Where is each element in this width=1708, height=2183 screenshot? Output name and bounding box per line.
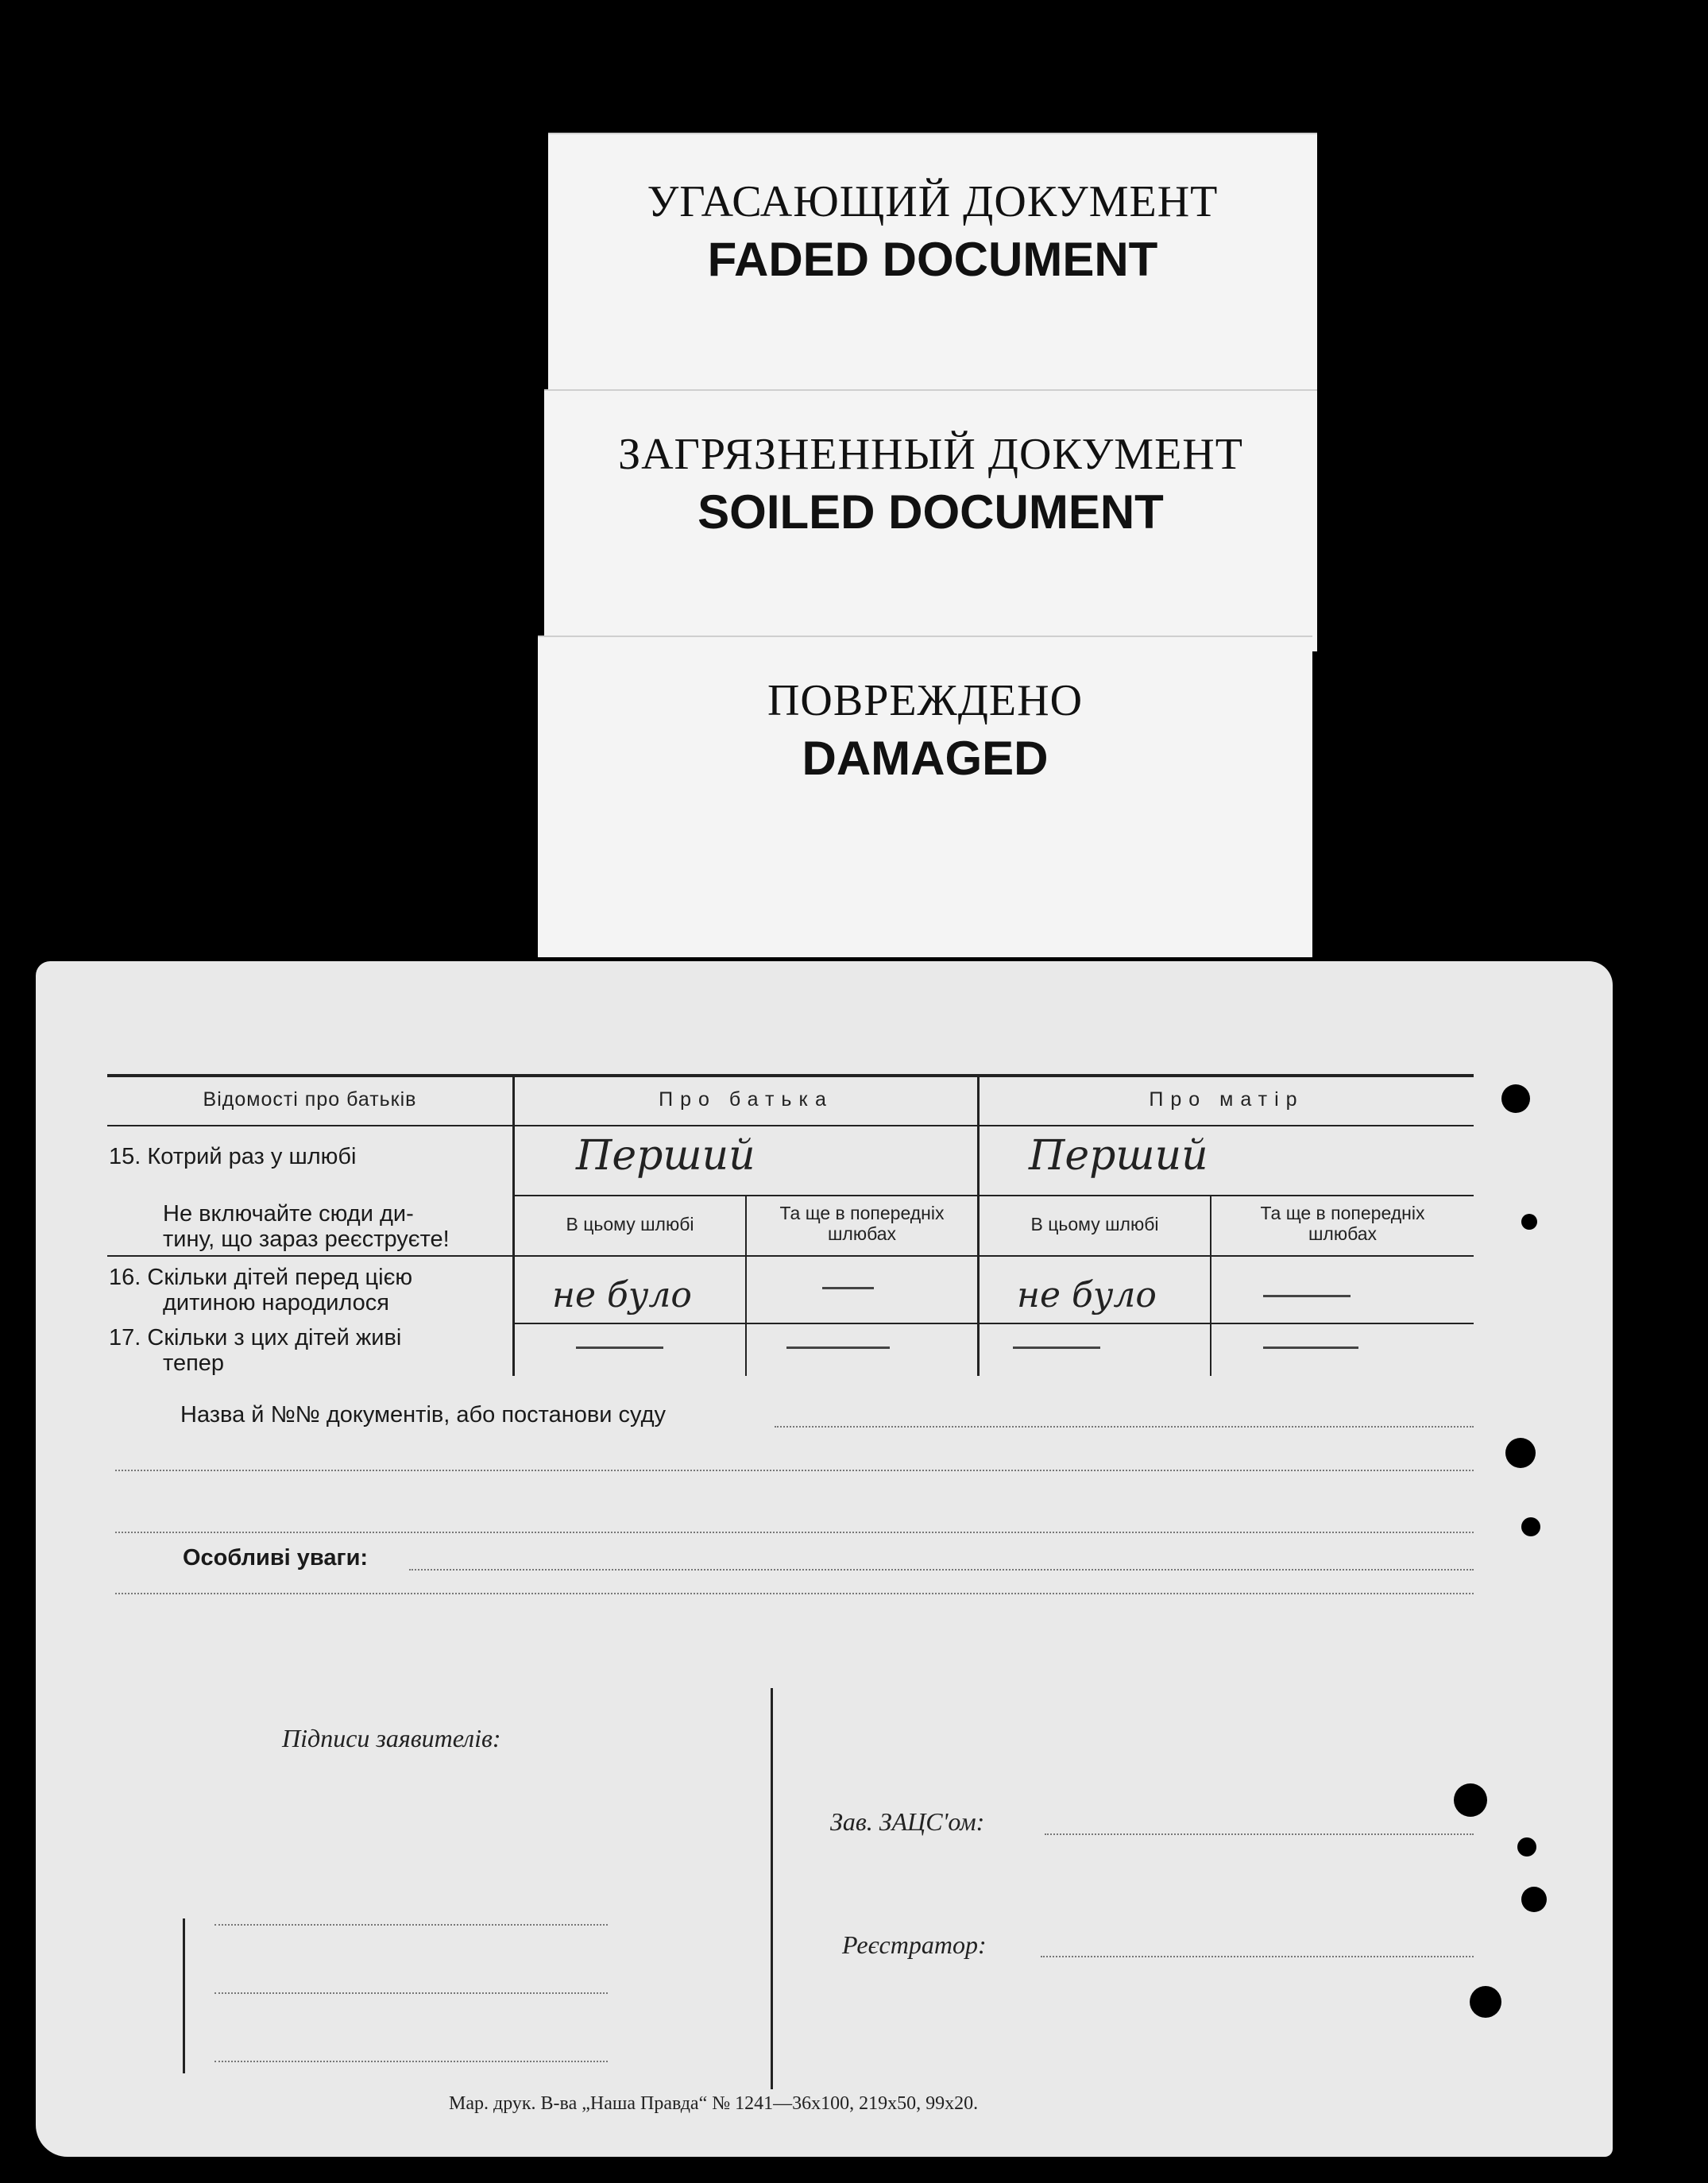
row16-mother-prev-dash (1263, 1295, 1351, 1297)
row17-label-l1: 17. Скільки з цих дітей живі (109, 1325, 402, 1350)
row17-father-this-dash (576, 1347, 663, 1349)
header-about-father: Про батька (659, 1088, 833, 1111)
father-prev-marriages-header-l2: шлюбах (827, 1223, 897, 1244)
header-about-mother: Про матір (1149, 1088, 1304, 1111)
row17-label-l2: тепер (163, 1350, 225, 1376)
row17-father-prev-dash (786, 1347, 890, 1349)
registrar-line (1041, 1956, 1474, 1957)
signatures-bracket (183, 1918, 185, 2073)
faded-label-en: FADED DOCUMENT (707, 233, 1158, 286)
header-parents-info: Відомості про батьків (203, 1088, 417, 1111)
documents-dotted-line-1 (775, 1426, 1474, 1428)
note-line1: Не включайте сюди ди- (163, 1201, 414, 1227)
special-notes-label: Особливі уваги: (183, 1545, 369, 1571)
row16-rule (512, 1323, 1474, 1324)
head-of-registry-label: Зав. ЗАЦС'ом: (830, 1807, 985, 1836)
father-prev-marriages-header-l1: Та ще в попередніх (779, 1203, 945, 1223)
applicants-signatures-label: Підписи заявителів: (282, 1724, 501, 1752)
soiled-label-en: SOILED DOCUMENT (697, 485, 1164, 539)
subheader-rule (107, 1255, 1474, 1257)
row17-mother-prev-dash (1263, 1347, 1358, 1349)
damaged-label-en: DAMAGED (802, 732, 1049, 785)
row15-label: 15. Котрий раз у шлюбі (109, 1144, 357, 1169)
punch-hole-7 (1521, 1887, 1547, 1912)
head-of-registry-line (1045, 1833, 1474, 1835)
documents-dotted-line-3 (115, 1532, 1474, 1533)
signature-line-2 (214, 1992, 608, 1994)
row15-rule (512, 1195, 1474, 1196)
damaged-document-card (538, 636, 1312, 957)
mother-prev-marriages-header-l1: Та ще в попередніх (1260, 1203, 1425, 1223)
special-notes-dotted-line-2 (115, 1593, 1474, 1594)
mother-prev-marriages-header-l2: шлюбах (1308, 1223, 1378, 1244)
row16-father-this-value: не було (552, 1275, 692, 1316)
row16-father-prev-dash (822, 1287, 874, 1289)
soiled-document-card (544, 389, 1317, 651)
punch-hole-3 (1505, 1438, 1536, 1468)
row15-mother-value: Перший (1029, 1132, 1208, 1180)
special-notes-dotted-line-1 (409, 1569, 1474, 1571)
punch-hole-4 (1521, 1517, 1540, 1536)
row16-mother-this-value: не було (1017, 1275, 1157, 1316)
punch-hole-1 (1501, 1084, 1530, 1113)
mother-this-marriage-header: В цьому шлюбі (1030, 1214, 1159, 1234)
row16-label-l2: дитиною народилося (163, 1290, 390, 1316)
punch-hole-8 (1470, 1986, 1501, 2018)
faded-label-ru: УГАСАЮЩИЙ ДОКУМЕНТ (647, 177, 1219, 226)
row16-label-l1: 16. Скільки дітей перед цією (109, 1265, 413, 1290)
signature-line-3 (214, 2061, 608, 2062)
note-line2: тину, що зараз реєструєте! (163, 1227, 450, 1252)
registration-form-sheet (36, 961, 1613, 2157)
faded-document-card (548, 133, 1317, 395)
damaged-label-ru: ПОВРЕЖДЕНО (767, 676, 1084, 725)
signature-line-1 (214, 1924, 608, 1926)
row17-mother-this-dash (1013, 1347, 1100, 1349)
soiled-label-ru: ЗАГРЯЗНЕННЫЙ ДОКУМЕНТ (618, 430, 1243, 479)
punch-hole-6 (1517, 1837, 1536, 1857)
printer-footer: Мар. друк. В-ва „Наша Правда“ № 1241—36х100, 219х50, 99х20. (449, 2093, 979, 2114)
documents-label: Назва й №№ документів, або постанови суду (180, 1402, 667, 1428)
header-rule (107, 1125, 1474, 1126)
signatures-divider (771, 1688, 773, 2089)
punch-hole-2 (1521, 1214, 1537, 1230)
registrar-label: Реєстратор: (842, 1930, 987, 1959)
row15-father-value: Перший (576, 1132, 755, 1180)
table-top-rule (107, 1074, 1474, 1077)
documents-dotted-line-2 (115, 1470, 1474, 1471)
father-this-marriage-header: В цьому шлюбі (566, 1214, 694, 1234)
punch-hole-5 (1454, 1783, 1487, 1817)
